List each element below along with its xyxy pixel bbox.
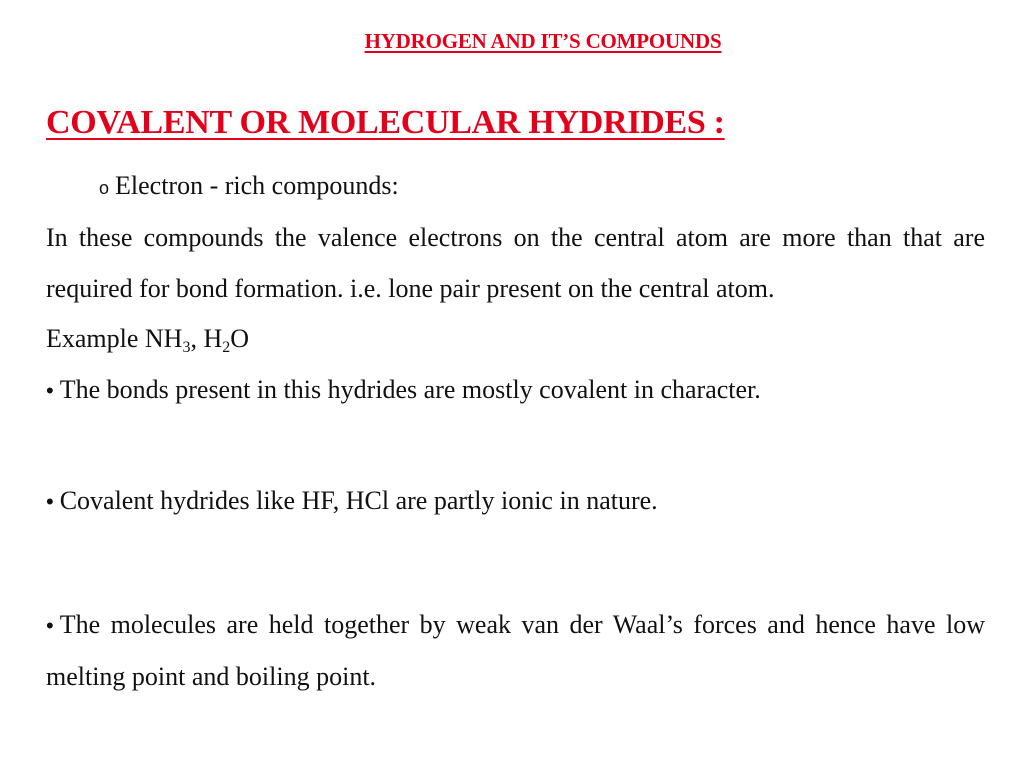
bullet-text: The molecules are held together by weak van der Waal’s forces and hence have low melting point and boiling point. bbox=[46, 610, 985, 691]
bullet-text: The bonds present in this hydrides are mostly covalent in character. bbox=[59, 375, 761, 404]
bullet-icon: • bbox=[46, 378, 54, 403]
nh3-subscript: 3 bbox=[182, 339, 191, 356]
sub-item-label: Electron - rich compounds: bbox=[115, 171, 399, 200]
bullet-icon: • bbox=[46, 613, 54, 638]
h2o-subscript: 2 bbox=[222, 339, 231, 356]
bullet-item bbox=[46, 475, 985, 527]
slide-header bbox=[0, 29, 1024, 54]
section-title: COVALENT OR MOLECULAR HYDRIDES : bbox=[46, 104, 725, 141]
body-paragraph: In these compounds the valence electrons on the central atom are more than that are required for bond formation. i.e. lone pair present on the central atom. bbox=[46, 223, 985, 303]
bullet-text: Covalent hydrides like HF, HCl are partly ionic in nature. bbox=[59, 486, 658, 515]
example-formula-line bbox=[46, 324, 249, 357]
bullet-item bbox=[46, 364, 985, 416]
example-separator: , H bbox=[190, 324, 223, 353]
example-suffix: O bbox=[230, 324, 250, 353]
example-prefix: Example NH bbox=[46, 324, 183, 353]
bullet-item bbox=[46, 599, 985, 702]
page-title: HYDROGEN AND IT’S COMPOUNDS bbox=[364, 29, 722, 53]
sub-list-item bbox=[99, 171, 399, 201]
hollow-bullet-icon: o bbox=[99, 178, 110, 198]
bullet-icon: • bbox=[46, 489, 54, 514]
